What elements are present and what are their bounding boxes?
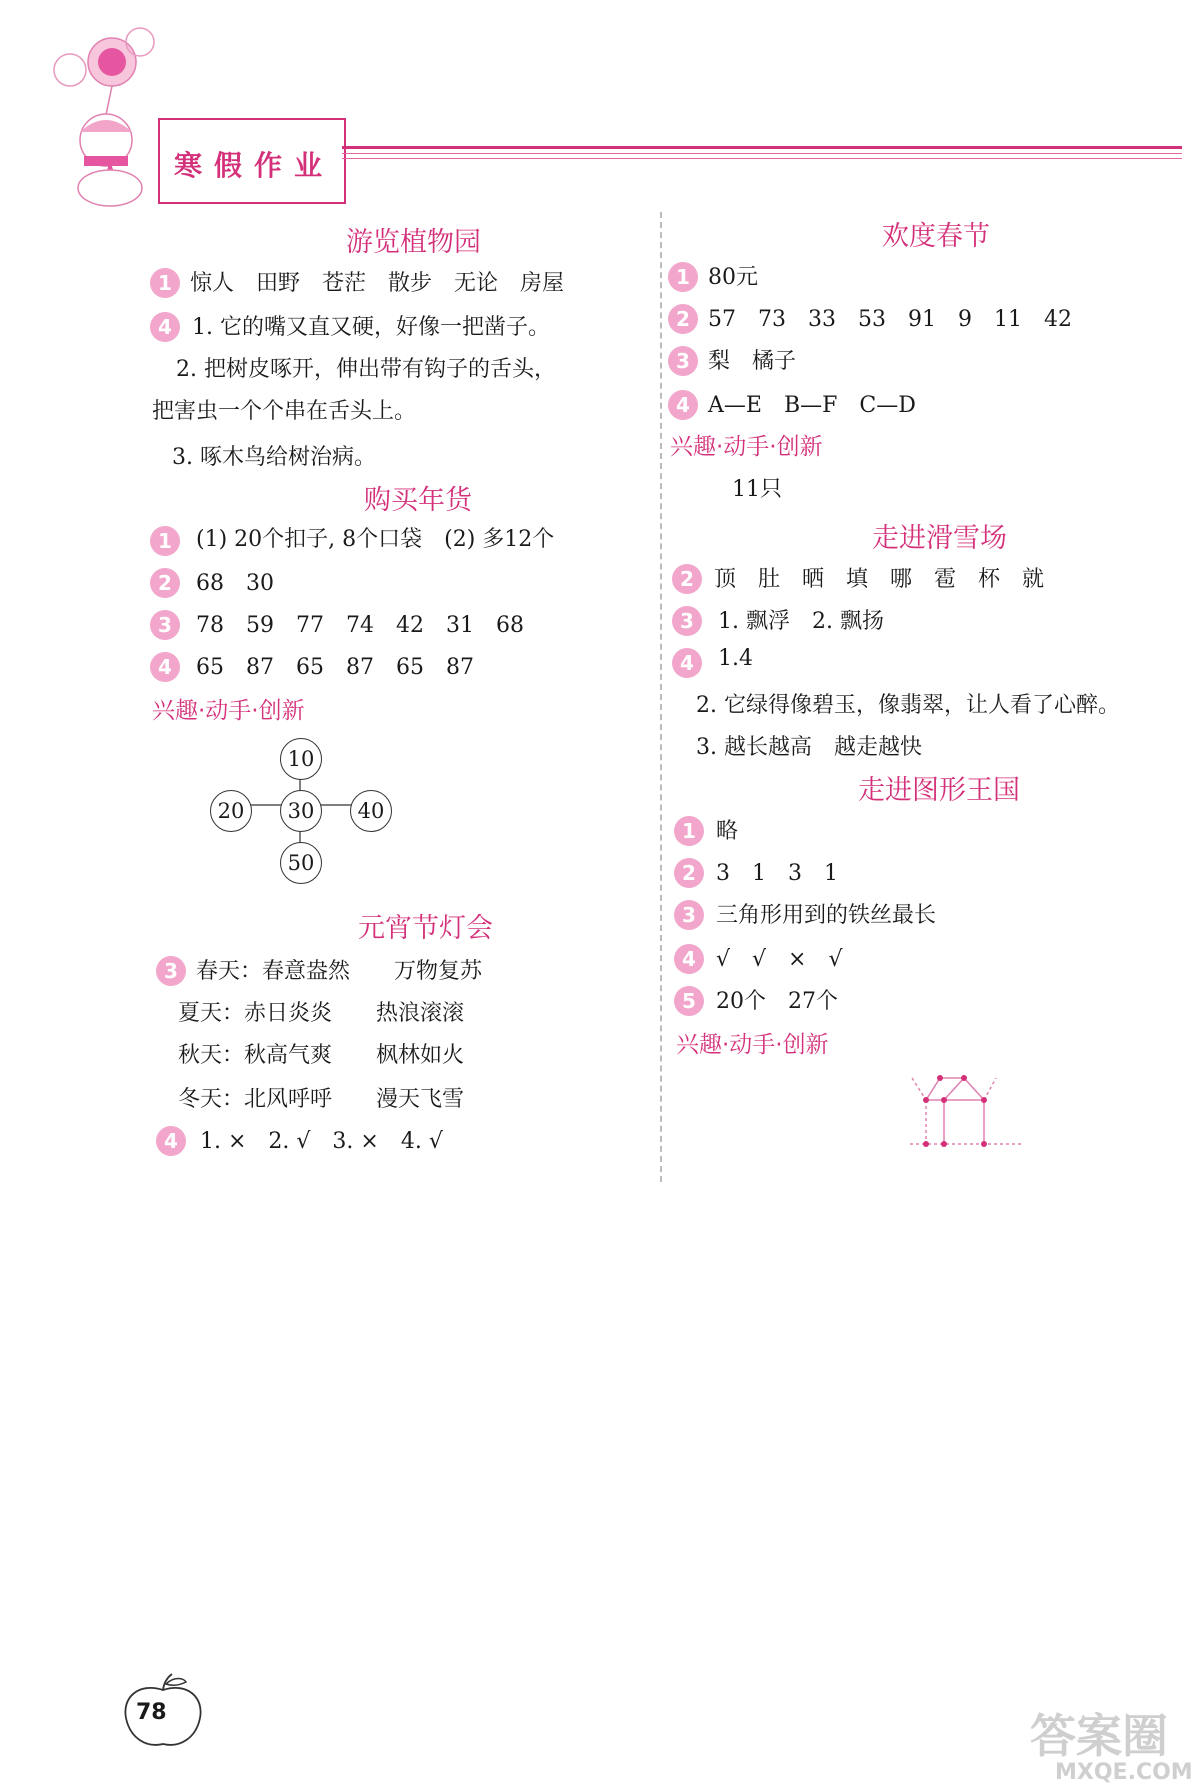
interest-heading: 兴趣·动手·创新 <box>152 698 305 724</box>
question-badge: 2 <box>668 304 698 334</box>
question-badge: 4 <box>668 390 698 420</box>
question-badge: 4 <box>672 648 702 678</box>
question-badge: 3 <box>668 346 698 376</box>
answer-line: A—E B—F C—D <box>708 393 916 418</box>
answer-line: 3. 越长越高 越走越快 <box>696 735 922 760</box>
answer-line: (1) 20个扣子, 8个口袋 (2) 多12个 <box>196 527 555 552</box>
question-badge: 2 <box>674 858 704 888</box>
question-badge: 4 <box>156 1126 186 1156</box>
question-badge: 5 <box>674 986 704 1016</box>
question-badge: 4 <box>150 652 180 682</box>
snowman-mascot-icon <box>40 20 160 210</box>
section-title-shopping: 购买年货 <box>364 485 472 516</box>
answer-line: 11只 <box>732 477 782 502</box>
header-rule-thin-2 <box>342 158 1182 159</box>
answer-line: 1.4 <box>718 646 753 671</box>
answer-line: 三角形用到的铁丝最长 <box>716 903 937 928</box>
answer-line: 1. × 2. √ 3. × 4. √ <box>200 1129 443 1154</box>
question-badge: 1 <box>674 816 704 846</box>
answer-line: 夏天：赤日炎炎 热浪滚滚 <box>178 1001 465 1026</box>
diagram-node-left: 20 <box>210 790 252 832</box>
house-figure-icon <box>900 1070 1030 1150</box>
diagram-node-top: 10 <box>280 738 322 780</box>
header-box <box>158 118 346 204</box>
answer-line: 3 1 3 1 <box>716 861 838 886</box>
header-rule <box>342 146 1182 149</box>
answer-line: 1. 它的嘴又直又硬，好像一把凿子。 <box>192 315 550 340</box>
question-badge: 4 <box>674 944 704 974</box>
interest-heading: 兴趣·动手·创新 <box>676 1032 829 1058</box>
question-badge: 1 <box>150 526 180 556</box>
answer-line: 57 73 33 53 91 9 11 42 <box>708 307 1072 332</box>
section-title-botanical: 游览植物园 <box>346 227 481 258</box>
watermark-url: MXQE.COM <box>1055 1760 1193 1785</box>
diagram-node-center: 30 <box>280 790 322 832</box>
question-badge: 2 <box>672 564 702 594</box>
section-title-ski-resort: 走进滑雪场 <box>872 523 1007 554</box>
question-badge: 3 <box>150 610 180 640</box>
answer-line: 把害虫一个个串在舌头上。 <box>152 399 417 424</box>
interest-heading: 兴趣·动手·创新 <box>670 434 823 460</box>
answer-line: 惊人 田野 苍茫 散步 无论 房屋 <box>190 271 565 296</box>
section-title-lantern: 元宵节灯会 <box>358 913 493 944</box>
answer-line: 20个 27个 <box>716 989 838 1014</box>
answer-line: 略 <box>716 819 739 844</box>
question-badge: 1 <box>150 268 180 298</box>
page-number: 78 <box>136 1700 167 1725</box>
question-badge: 1 <box>668 262 698 292</box>
question-badge: 3 <box>672 606 702 636</box>
header-rule-thin <box>342 153 1182 154</box>
watermark: 答案圈 <box>1030 1709 1168 1763</box>
answer-line: √ √ × √ <box>716 947 843 972</box>
answer-line: 冬天：北风呼呼 漫天飞雪 <box>178 1087 465 1112</box>
diagram-node-right: 40 <box>350 790 392 832</box>
answer-line: 3. 啄木鸟给树治病。 <box>172 445 376 470</box>
answer-line: 2. 它绿得像碧玉，像翡翠，让人看了心醉。 <box>696 693 1120 718</box>
answer-line: 68 30 <box>196 571 274 596</box>
answer-line: 65 87 65 87 65 87 <box>196 655 474 680</box>
diagram-node-bottom: 50 <box>280 842 322 884</box>
question-badge: 3 <box>674 900 704 930</box>
section-title-shape-kingdom: 走进图形王国 <box>858 775 1020 806</box>
answer-line: 梨 橘子 <box>708 349 797 374</box>
question-badge: 2 <box>150 568 180 598</box>
answer-line: 春天：春意盎然 万物复苏 <box>196 959 483 984</box>
answer-line: 78 59 77 74 42 31 68 <box>196 613 524 638</box>
answer-line: 80元 <box>708 265 758 290</box>
answer-line: 1. 飘浮 2. 飘扬 <box>718 609 884 634</box>
question-badge: 4 <box>150 312 180 342</box>
header-title: 寒假作业 <box>174 149 335 182</box>
answer-line: 2. 把树皮啄开，伸出带有钩子的舌头， <box>176 357 556 382</box>
section-title-spring-festival: 欢度春节 <box>882 221 990 252</box>
question-badge: 3 <box>156 956 186 986</box>
answer-line: 秋天：秋高气爽 枫林如火 <box>178 1043 465 1068</box>
column-divider <box>660 212 662 1182</box>
answer-line: 顶 肚 晒 填 哪 雹 杯 就 <box>714 567 1045 592</box>
